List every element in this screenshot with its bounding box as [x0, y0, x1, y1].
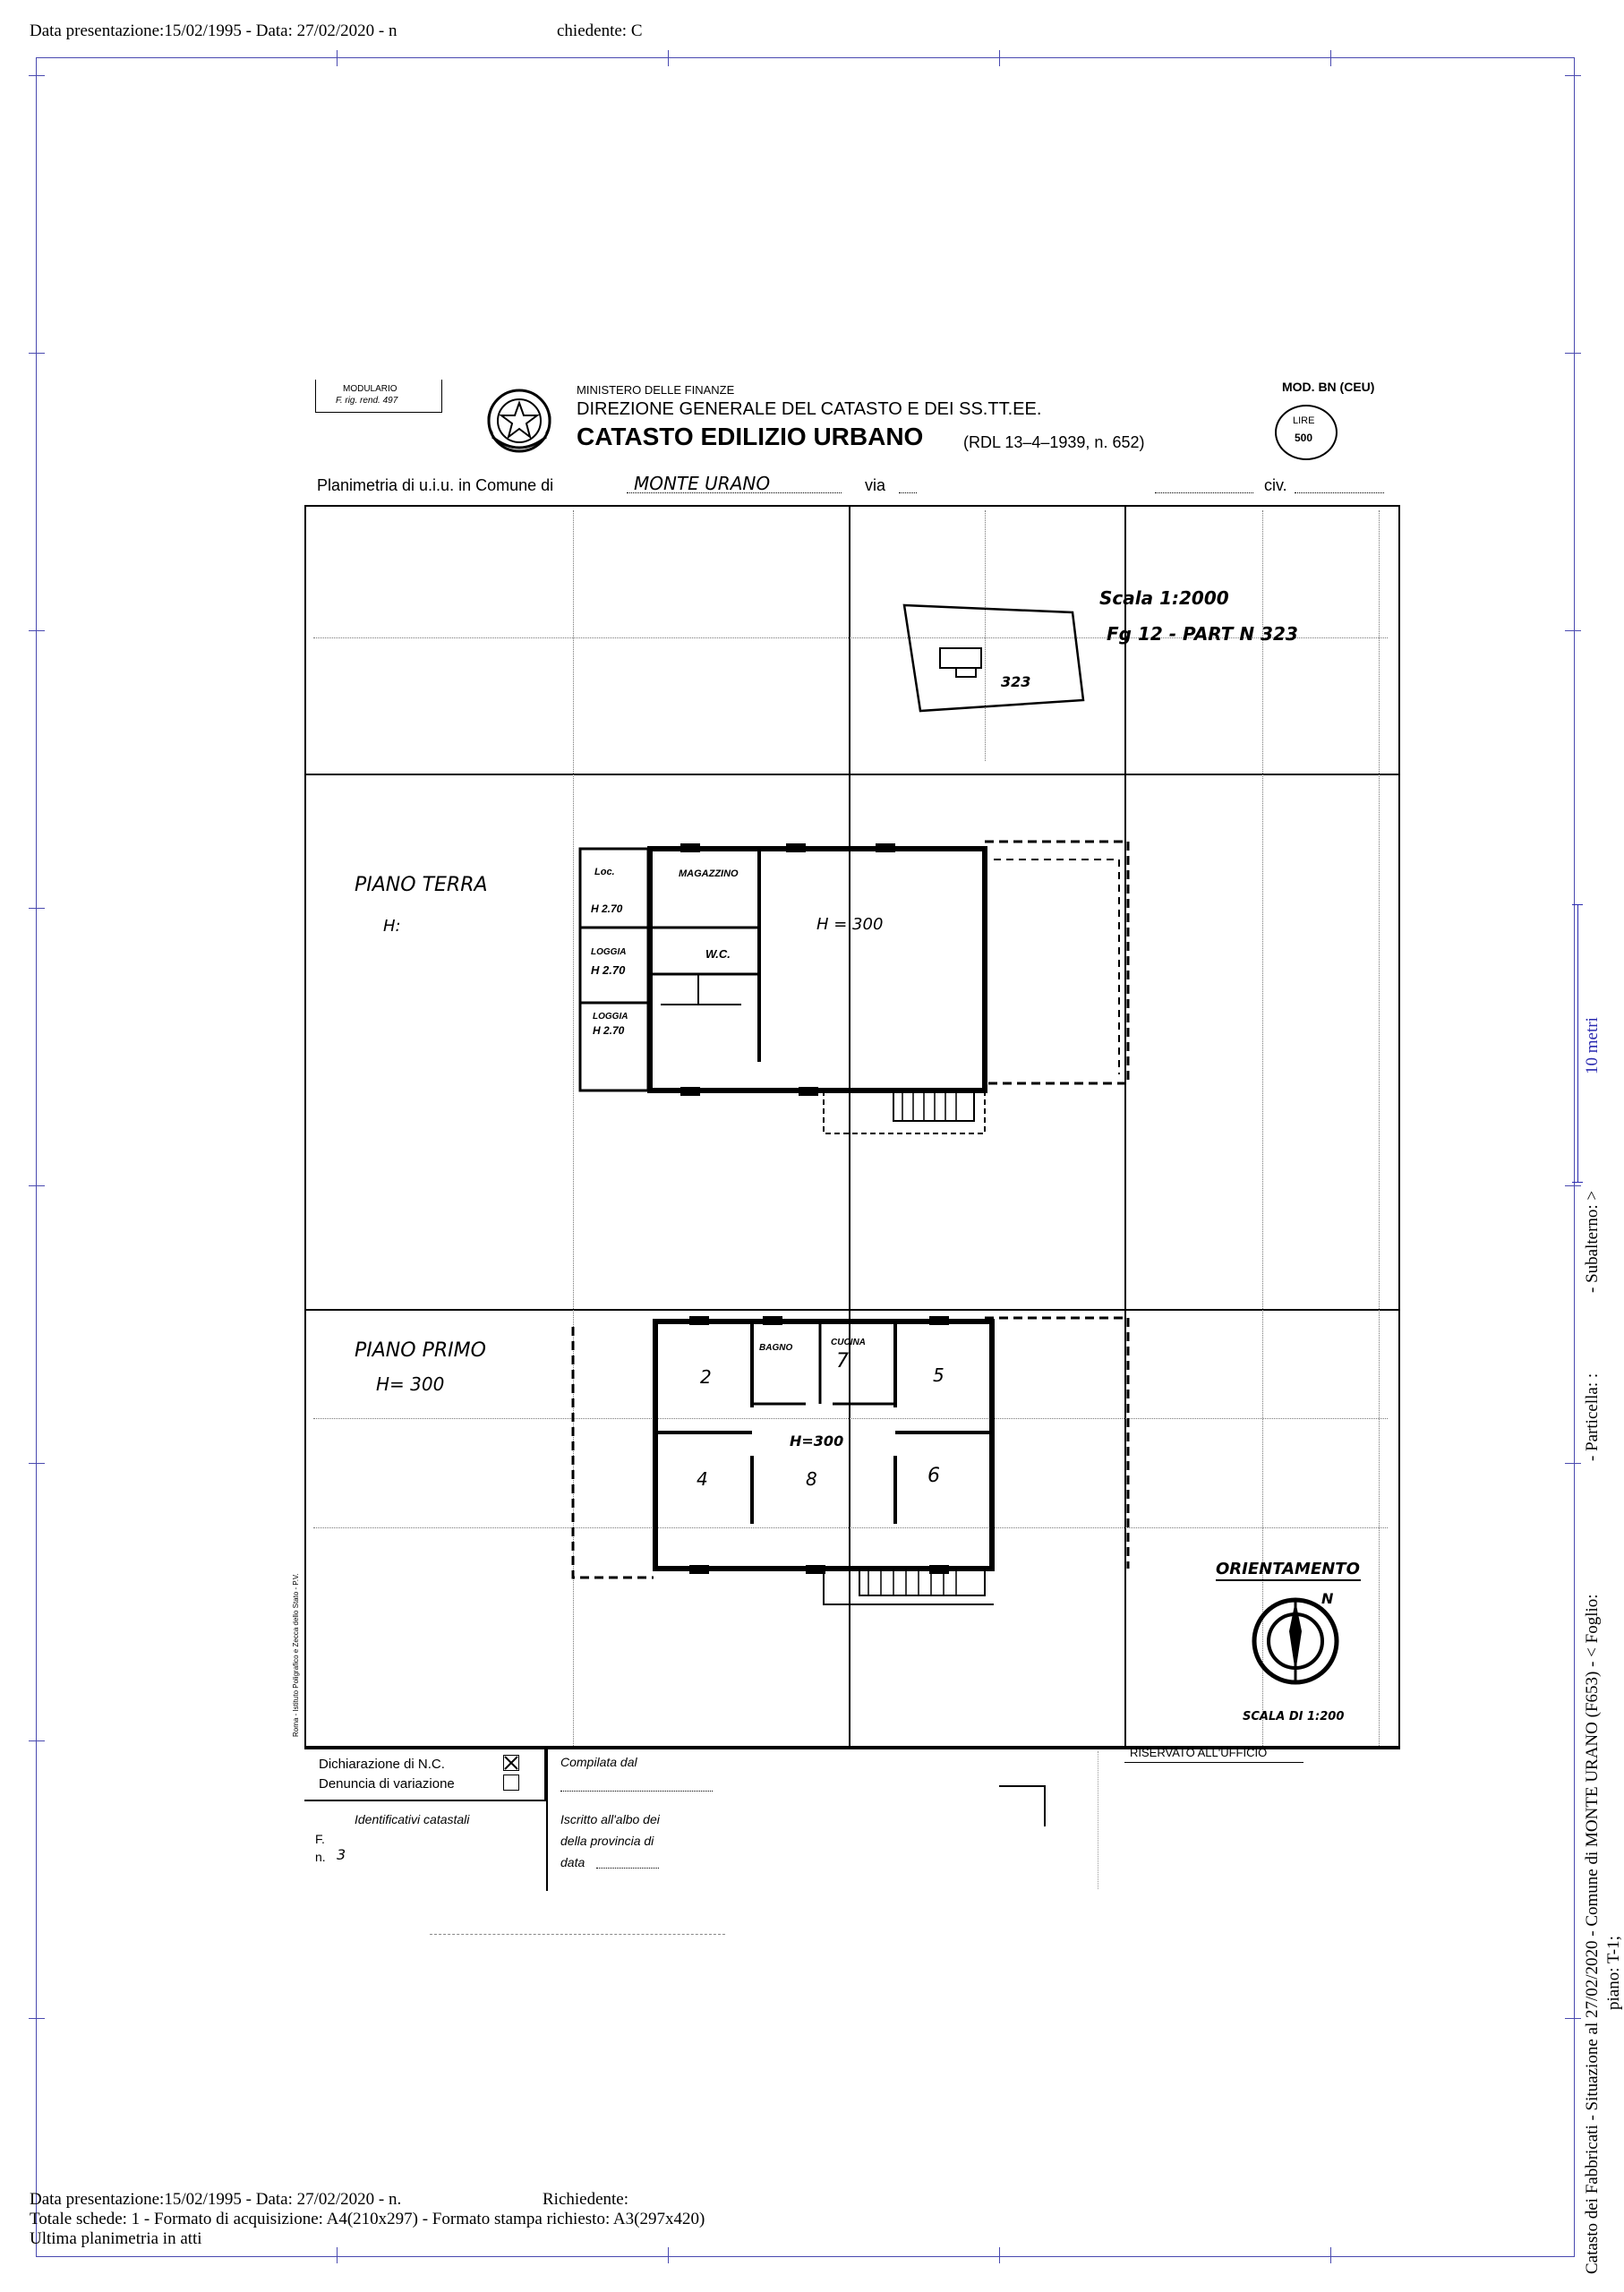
piano-primo-label: PIANO PRIMO — [355, 1339, 486, 1362]
istituto-note: Roma - Istituto Poligrafico e Zecca dello Stato - P.V. — [292, 1573, 300, 1737]
footer-ultima: Ultima planimetria in atti — [30, 2229, 202, 2248]
piano-terra-height: H: — [383, 917, 401, 936]
side-particella: - Particella: : — [1583, 1373, 1602, 1461]
north-compass-icon — [1250, 1595, 1341, 1687]
numero-field-label: n. — [315, 1850, 326, 1864]
foglio-field-label: F. — [315, 1832, 325, 1846]
side-subalterno: - Subalterno: > — [1583, 1190, 1602, 1293]
denuncia-checkbox[interactable] — [503, 1775, 519, 1791]
frame-tick — [29, 1740, 45, 1741]
riservato-mark — [999, 1785, 1044, 1787]
catasto-title: CATASTO EDILIZIO URBANO — [577, 423, 924, 450]
frame-tick — [1565, 630, 1581, 631]
compilata-label: Compilata dal — [560, 1755, 637, 1769]
room-8-number: 8 — [806, 1468, 817, 1490]
room-loc-height: H 2.70 — [591, 902, 623, 915]
room-main-height: H = 300 — [816, 915, 884, 934]
numero-field-value: 3 — [337, 1846, 346, 1863]
frame-tick — [29, 2018, 45, 2019]
scala-metri-label: SCALA DI 1:200 — [1243, 1710, 1345, 1723]
rdl-label: (RDL 13–4–1939, n. 652) — [963, 433, 1145, 451]
site-parcel-sketch — [895, 596, 1092, 722]
ministero-label: MINISTERO DELLE FINANZE — [577, 383, 735, 397]
room-loggia1-label: LOGGIA — [591, 947, 627, 957]
scala-note: Scala 1:2000 — [1099, 587, 1229, 609]
piano-terra-label: PIANO TERRA — [355, 874, 488, 896]
room-wc-label: W.C. — [705, 947, 731, 961]
room-5-number: 5 — [933, 1364, 944, 1386]
scale-bar-label: 10 metri — [1583, 1017, 1602, 1074]
lire-label: LIRE — [1293, 415, 1315, 426]
header-presentation-date: Data presentazione:15/02/1995 - Data: 27/02/2020 - n — [30, 21, 397, 40]
grid-line — [304, 774, 1400, 775]
modulario-box — [315, 380, 442, 413]
riservato-label: RISERVATO ALL'UFFICIO — [1130, 1746, 1268, 1759]
frame-tick — [29, 1463, 45, 1464]
frame-tick — [337, 2247, 338, 2263]
frame-tick — [1565, 2018, 1581, 2019]
planimetria-label: Planimetria di u.i.u. in Comune di — [317, 476, 554, 494]
identificativi-label: Identificativi catastali — [355, 1812, 470, 1826]
side-catasto-info: Catasto dei Fabbricati - Situazione al 27/02/2020 - Comune di MONTE URANO (F653) - < Foglio: — [1583, 1594, 1602, 2274]
orientamento-label: ORIENTAMENTO — [1216, 1560, 1360, 1578]
comune-value: MONTE URANO — [634, 473, 771, 494]
footer-presentation-date: Data presentazione:15/02/1995 - Data: 27/02/2020 - n. — [30, 2190, 402, 2209]
footer-requester: Richiedente: — [543, 2190, 629, 2209]
frame-tick — [29, 630, 45, 631]
room-cucina-number: 7 — [836, 1350, 849, 1373]
frame-tick — [29, 75, 45, 76]
header-requester: chiedente: C — [557, 21, 643, 40]
iscritto-label: Iscritto all'albo dei — [560, 1812, 660, 1826]
riservato-underline — [1124, 1762, 1303, 1763]
room-loggia2-height: H 2.70 — [593, 1024, 625, 1037]
via-dots — [899, 492, 917, 493]
room-loc-label: Loc. — [594, 867, 615, 877]
scale-bar-end — [1572, 904, 1583, 905]
frame-tick — [668, 50, 669, 66]
dichiarazione-checkbox[interactable] — [503, 1755, 519, 1771]
footer-schede: Totale schede: 1 - Formato di acquisizione: A4(210x297) - Formato stampa richiesto: A3(297x420) — [30, 2210, 705, 2228]
modulario-label: MODULARIO — [343, 384, 397, 394]
piano-primo-height: H= 300 — [376, 1373, 445, 1395]
civ-dots-left — [1155, 492, 1253, 493]
frame-tick — [1565, 1185, 1581, 1186]
riservato-mark — [1044, 1785, 1046, 1826]
scale-bar — [1577, 904, 1578, 1182]
frame-tick — [1565, 75, 1581, 76]
piano-terra-floorplan — [564, 824, 1137, 1146]
lire-stamp — [1275, 405, 1338, 460]
frame-tick — [999, 2247, 1000, 2263]
room-loggia1-height: H 2.70 — [591, 963, 626, 977]
frame-tick — [1565, 353, 1581, 354]
frame-tick — [668, 2247, 669, 2263]
frame-tick — [1330, 50, 1331, 66]
room-4-number: 4 — [697, 1468, 708, 1490]
frame-tick — [337, 50, 338, 66]
piano-primo-floorplan — [564, 1300, 1137, 1622]
form-col-divider — [546, 1748, 548, 1891]
frame-tick — [1330, 2247, 1331, 2263]
riservato-guide — [1098, 1751, 1099, 1889]
modulario-sub: F. rig. rend. 497 — [336, 396, 398, 406]
room-corridor-height: H=300 — [790, 1432, 844, 1450]
checkmark-icon — [504, 1756, 518, 1770]
direzione-label: DIREZIONE GENERALE DEL CATASTO E DEI SS.TT.EE. — [577, 399, 1042, 419]
frame-tick — [29, 1185, 45, 1186]
data-label: data — [560, 1855, 585, 1869]
lire-value: 500 — [1295, 432, 1313, 444]
scale-bar-end — [1572, 1182, 1583, 1183]
north-label: N — [1321, 1590, 1334, 1607]
data-dots — [596, 1868, 659, 1869]
compilata-dots — [560, 1791, 713, 1792]
frame-tick — [29, 353, 45, 354]
frame-tick — [1565, 1463, 1581, 1464]
orientamento-underline — [1216, 1579, 1361, 1581]
frame-tick — [29, 908, 45, 909]
frame-tick — [999, 50, 1000, 66]
via-label: via — [865, 476, 886, 494]
civ-dots — [1295, 492, 1384, 493]
provincia-label: della provincia di — [560, 1834, 654, 1848]
denuncia-label: Denuncia di variazione — [319, 1776, 455, 1792]
cut-line — [430, 1934, 725, 1935]
guide-line — [1379, 510, 1380, 1746]
foglio-note: Fg 12 - PART N 323 — [1107, 623, 1298, 645]
room-6-number: 6 — [927, 1465, 940, 1487]
room-bagno-label: BAGNO — [759, 1343, 793, 1353]
dichiarazione-label: Dichiarazione di N.C. — [319, 1757, 445, 1772]
mod-label: MOD. BN (CEU) — [1282, 380, 1375, 394]
civ-label: civ. — [1264, 476, 1287, 494]
room-magazzino-label: MAGAZZINO — [679, 868, 739, 879]
room-cucina-label: CUCINA — [831, 1338, 866, 1347]
room-2-number: 2 — [700, 1366, 712, 1388]
repubblica-emblem-icon — [483, 383, 555, 458]
parcel-number: 323 — [1001, 673, 1031, 690]
side-piano: piano: T-1; — [1604, 1936, 1623, 2010]
room-loggia2-label: LOGGIA — [593, 1012, 628, 1022]
comune-dots — [627, 492, 842, 493]
